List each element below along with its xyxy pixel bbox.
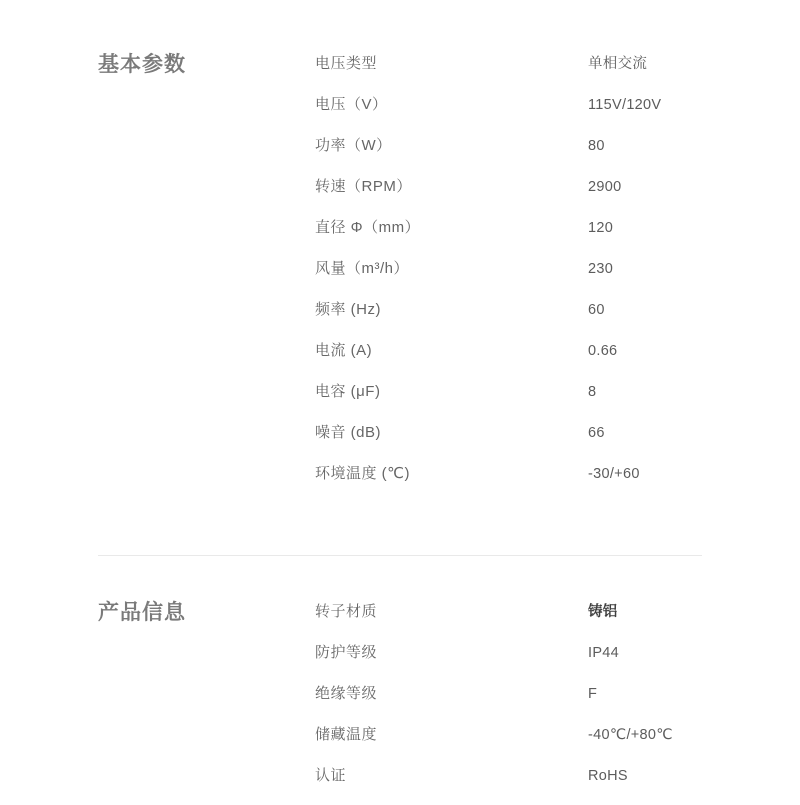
- table-row: [315, 421, 800, 462]
- section-divider-wrap: [0, 503, 800, 556]
- table-row: [315, 339, 800, 380]
- spec-label: 电压（V）: [315, 96, 388, 113]
- table-row: [315, 175, 800, 216]
- spec-value: RoHS: [588, 768, 628, 784]
- section-title-basic: 基本参数: [98, 53, 186, 76]
- spec-label: 储藏温度: [315, 726, 378, 743]
- spec-value: 0.66: [588, 343, 618, 359]
- table-row: [315, 52, 800, 93]
- spec-label: 电压类型: [315, 55, 378, 72]
- spec-value: 66: [588, 425, 605, 441]
- spec-value: IP44: [588, 645, 620, 661]
- spec-value: 2900: [588, 179, 622, 195]
- spec-value: 8: [588, 384, 597, 400]
- spec-value: 铸铝: [588, 604, 618, 620]
- spec-label: 功率（W）: [315, 137, 392, 154]
- spec-value: 80: [588, 138, 605, 154]
- section-product-information: [0, 556, 800, 805]
- table-row: [315, 641, 800, 682]
- spec-label: 频率 (Hz): [315, 301, 381, 318]
- table-row: [315, 380, 800, 421]
- spec-value: 120: [588, 220, 614, 236]
- spec-label: 电流 (A): [315, 342, 373, 359]
- spec-label: 绝缘等级: [315, 685, 378, 702]
- table-row: [315, 462, 800, 503]
- table-row: [315, 298, 800, 339]
- table-row: [315, 93, 800, 134]
- spec-value: F: [588, 686, 598, 702]
- spec-table-product: [200, 600, 800, 805]
- spec-label: 环境温度 (℃): [315, 465, 411, 482]
- spec-value: 单相交流: [588, 56, 648, 72]
- spec-value: 115V/120V: [588, 97, 662, 113]
- spec-label: 转速（RPM）: [315, 178, 412, 195]
- table-row: [315, 600, 800, 641]
- section-title-product: 产品信息: [98, 601, 186, 624]
- table-row: [315, 216, 800, 257]
- spec-label: 噪音 (dB): [315, 424, 382, 441]
- table-row: [315, 764, 800, 805]
- spec-value: -30/+60: [588, 466, 640, 482]
- spec-value: 230: [588, 261, 614, 277]
- spec-label: 认证: [315, 767, 347, 784]
- table-row: [315, 134, 800, 175]
- table-row: [315, 257, 800, 298]
- spec-label: 转子材质: [315, 603, 378, 620]
- spec-label: 电容 (μF): [315, 383, 381, 400]
- spec-value: 60: [588, 302, 605, 318]
- spec-label: 风量（m³/h）: [315, 260, 410, 277]
- spec-label: 直径 Φ（mm）: [315, 219, 421, 236]
- spec-label: 防护等级: [315, 644, 378, 661]
- spec-table-basic: [200, 52, 800, 503]
- spec-value: -40℃/+80℃: [588, 727, 673, 743]
- table-row: [315, 682, 800, 723]
- table-row: [315, 723, 800, 764]
